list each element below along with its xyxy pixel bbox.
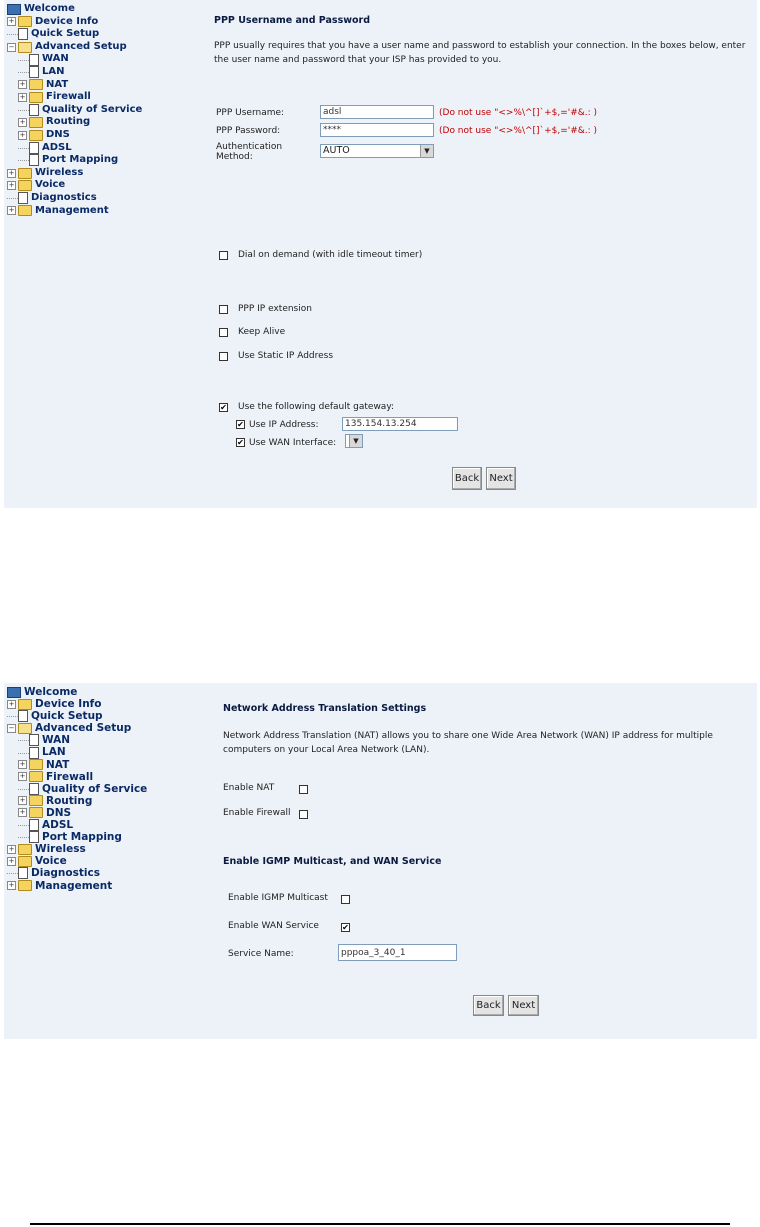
back-button[interactable]: Back xyxy=(452,467,482,490)
expand-icon[interactable]: + xyxy=(19,772,26,781)
service-name-label: Service Name: xyxy=(228,949,294,959)
nav-management[interactable]: + Management xyxy=(8,204,109,216)
page-icon xyxy=(18,192,28,204)
dial-on-demand-label: Dial on demand (with idle timeout timer) xyxy=(238,250,423,260)
nav-device-info[interactable]: + Device Info xyxy=(8,15,99,27)
nav-tree xyxy=(7,3,142,217)
auth-method-label: Authentication Method: xyxy=(216,142,283,162)
nav-routing[interactable]: + Routing xyxy=(19,794,93,807)
folder-icon xyxy=(18,880,32,891)
folder-icon xyxy=(18,844,32,855)
expand-icon[interactable]: + xyxy=(8,844,15,853)
ppp-password-label: PPP Password: xyxy=(216,126,281,136)
page-icon xyxy=(29,831,39,843)
nav-adsl[interactable]: ADSL xyxy=(7,142,142,155)
dial-on-demand-checkbox[interactable] xyxy=(219,251,228,260)
page-icon xyxy=(18,867,28,879)
page-icon xyxy=(29,142,39,154)
enable-igmp-label: Enable IGMP Multicast xyxy=(228,893,328,903)
ppp-ip-extension-checkbox[interactable] xyxy=(219,305,228,314)
expand-icon[interactable]: + xyxy=(19,796,26,805)
page-icon xyxy=(29,54,39,66)
expand-icon[interactable]: + xyxy=(19,118,26,127)
nav-welcome[interactable]: Welcome xyxy=(7,686,147,698)
page-icon xyxy=(18,710,28,722)
nav-firewall[interactable]: + Firewall xyxy=(19,770,94,783)
password-warning: (Do not use "<>%\^[]`+$,='#&.: ) xyxy=(439,126,598,136)
page-description: Network Address Translation (NAT) allows you to share one Wide Area Network (WAN) IP address for multiple computers on your Local Area Network (LAN). xyxy=(223,731,713,755)
nat-settings-panel xyxy=(4,683,757,1039)
keep-alive-label: Keep Alive xyxy=(238,327,286,337)
page-title: Network Address Translation Settings xyxy=(223,703,427,714)
nav-voice[interactable]: + Voice xyxy=(8,179,66,191)
expand-icon[interactable]: + xyxy=(8,181,15,190)
nav-wan[interactable]: WAN xyxy=(7,53,142,66)
collapse-icon[interactable]: − xyxy=(8,723,15,732)
nav-nat[interactable]: + NAT xyxy=(19,758,70,771)
use-wan-interface-label: Use WAN Interface: xyxy=(249,438,337,448)
use-ip-address-checkbox[interactable]: ✔ xyxy=(237,420,244,429)
folder-open-icon xyxy=(18,723,32,734)
folder-icon xyxy=(18,16,32,27)
use-ip-address-label: Use IP Address: xyxy=(249,420,319,430)
expand-icon[interactable]: + xyxy=(19,808,26,817)
chevron-down-icon: ▼ xyxy=(349,435,362,447)
folder-icon xyxy=(18,168,32,179)
folder-icon xyxy=(18,180,32,191)
expand-icon[interactable]: + xyxy=(19,80,26,89)
page-icon xyxy=(29,66,39,78)
username-warning: (Do not use "<>%\^[]`+$,='#&.: ) xyxy=(439,108,598,118)
folder-icon xyxy=(29,807,43,818)
folder-icon xyxy=(29,117,43,128)
page-footer-rule xyxy=(30,1223,730,1225)
nav-quick-setup[interactable]: Quick Setup xyxy=(7,710,147,722)
expand-icon[interactable]: + xyxy=(8,699,15,708)
expand-icon[interactable]: + xyxy=(19,92,26,101)
use-default-gateway-label: Use the following default gateway: xyxy=(238,402,395,412)
expand-icon[interactable]: + xyxy=(19,130,26,139)
enable-igmp-checkbox[interactable] xyxy=(341,895,350,904)
next-button[interactable]: Next xyxy=(486,467,516,490)
page-icon xyxy=(29,734,39,746)
nav-lan[interactable]: LAN xyxy=(7,746,147,758)
folder-icon xyxy=(29,130,43,141)
use-static-ip-checkbox[interactable] xyxy=(219,352,228,361)
page-icon xyxy=(29,104,39,116)
nav-advanced-setup[interactable]: − Advanced Setup xyxy=(8,40,127,52)
nav-dns[interactable]: + DNS xyxy=(19,128,70,140)
expand-icon[interactable]: + xyxy=(8,881,15,890)
ppp-ip-extension-label: PPP IP extension xyxy=(238,304,312,314)
back-button[interactable]: Back xyxy=(473,995,504,1016)
ppp-settings-panel xyxy=(4,0,757,508)
expand-icon[interactable]: + xyxy=(8,856,15,865)
page-icon xyxy=(29,747,39,759)
nav-welcome[interactable]: Welcome xyxy=(7,3,142,16)
enable-wan-service-label: Enable WAN Service xyxy=(228,921,319,931)
nav-dns[interactable]: + DNS xyxy=(19,806,72,819)
nav-diagnostics[interactable]: Diagnostics xyxy=(7,192,142,205)
enable-firewall-checkbox[interactable] xyxy=(299,810,308,819)
page-icon xyxy=(29,154,39,166)
nav-routing[interactable]: + Routing xyxy=(19,116,91,128)
page-description: PPP usually requires that you have a user name and password to establish your connection. In the boxes below, enter the user name and password that your ISP has provided to you. xyxy=(214,41,746,65)
computer-icon xyxy=(7,687,21,698)
collapse-icon[interactable]: − xyxy=(8,42,15,51)
gateway-ip-input[interactable] xyxy=(342,417,458,431)
folder-icon xyxy=(29,771,43,782)
nav-wireless[interactable]: + Wireless xyxy=(8,843,86,856)
use-default-gateway-checkbox[interactable]: ✔ xyxy=(220,403,227,412)
ppp-password-input[interactable] xyxy=(320,123,434,137)
ppp-username-label: PPP Username: xyxy=(216,108,285,118)
chevron-down-icon: ▼ xyxy=(420,145,433,157)
folder-icon xyxy=(29,92,43,103)
nav-firewall[interactable]: + Firewall xyxy=(19,91,91,103)
computer-icon xyxy=(7,4,21,15)
enable-firewall-label: Enable Firewall xyxy=(223,808,291,818)
nav-nat[interactable]: + NAT xyxy=(19,78,69,90)
nav-port-mapping[interactable]: Port Mapping xyxy=(7,154,142,167)
expand-icon[interactable]: + xyxy=(8,206,15,215)
expand-icon[interactable]: + xyxy=(8,17,15,26)
keep-alive-checkbox[interactable] xyxy=(219,328,228,337)
nav-qos[interactable]: Quality of Service xyxy=(7,104,142,117)
nav-diagnostics[interactable]: Diagnostics xyxy=(7,867,147,879)
folder-icon xyxy=(18,856,32,867)
use-static-ip-label: Use Static IP Address xyxy=(238,351,334,361)
page-title: PPP Username and Password xyxy=(214,15,371,26)
nav-tree xyxy=(7,686,147,892)
enable-wan-service-checkbox[interactable]: ✔ xyxy=(342,923,349,932)
page-icon xyxy=(29,819,39,831)
use-wan-interface-checkbox[interactable]: ✔ xyxy=(237,438,244,447)
folder-icon xyxy=(29,759,43,770)
wan-interface-select[interactable] xyxy=(345,434,363,448)
folder-icon xyxy=(18,205,32,216)
expand-icon[interactable]: + xyxy=(8,168,15,177)
ppp-username-input[interactable] xyxy=(320,105,434,119)
nav-management[interactable]: + Management xyxy=(8,879,113,892)
nav-adsl[interactable]: ADSL xyxy=(7,819,147,831)
service-name-input[interactable] xyxy=(338,944,457,961)
nav-wireless[interactable]: + Wireless xyxy=(8,166,84,178)
folder-icon xyxy=(29,795,43,806)
page-icon xyxy=(18,28,28,40)
expand-icon[interactable]: + xyxy=(19,760,26,769)
nav-voice[interactable]: + Voice xyxy=(8,855,67,868)
nav-lan[interactable]: LAN xyxy=(7,66,142,79)
nav-advanced-setup[interactable]: − Advanced Setup xyxy=(8,722,132,735)
enable-nat-label: Enable NAT xyxy=(223,783,275,793)
page-icon xyxy=(29,783,39,795)
igmp-section-title: Enable IGMP Multicast, and WAN Service xyxy=(223,856,442,867)
auth-method-select[interactable]: AUTO ▼ xyxy=(320,144,434,158)
nav-wan[interactable]: WAN xyxy=(7,734,147,746)
nav-qos[interactable]: Quality of Service xyxy=(7,783,147,795)
enable-nat-checkbox[interactable] xyxy=(299,785,308,794)
folder-open-icon xyxy=(18,42,32,53)
folder-icon xyxy=(29,79,43,90)
folder-icon xyxy=(18,699,32,710)
nav-device-info[interactable]: + Device Info xyxy=(8,698,102,711)
nav-quick-setup[interactable]: Quick Setup xyxy=(7,28,142,41)
nav-port-mapping[interactable]: Port Mapping xyxy=(7,831,147,843)
next-button[interactable]: Next xyxy=(508,995,539,1016)
